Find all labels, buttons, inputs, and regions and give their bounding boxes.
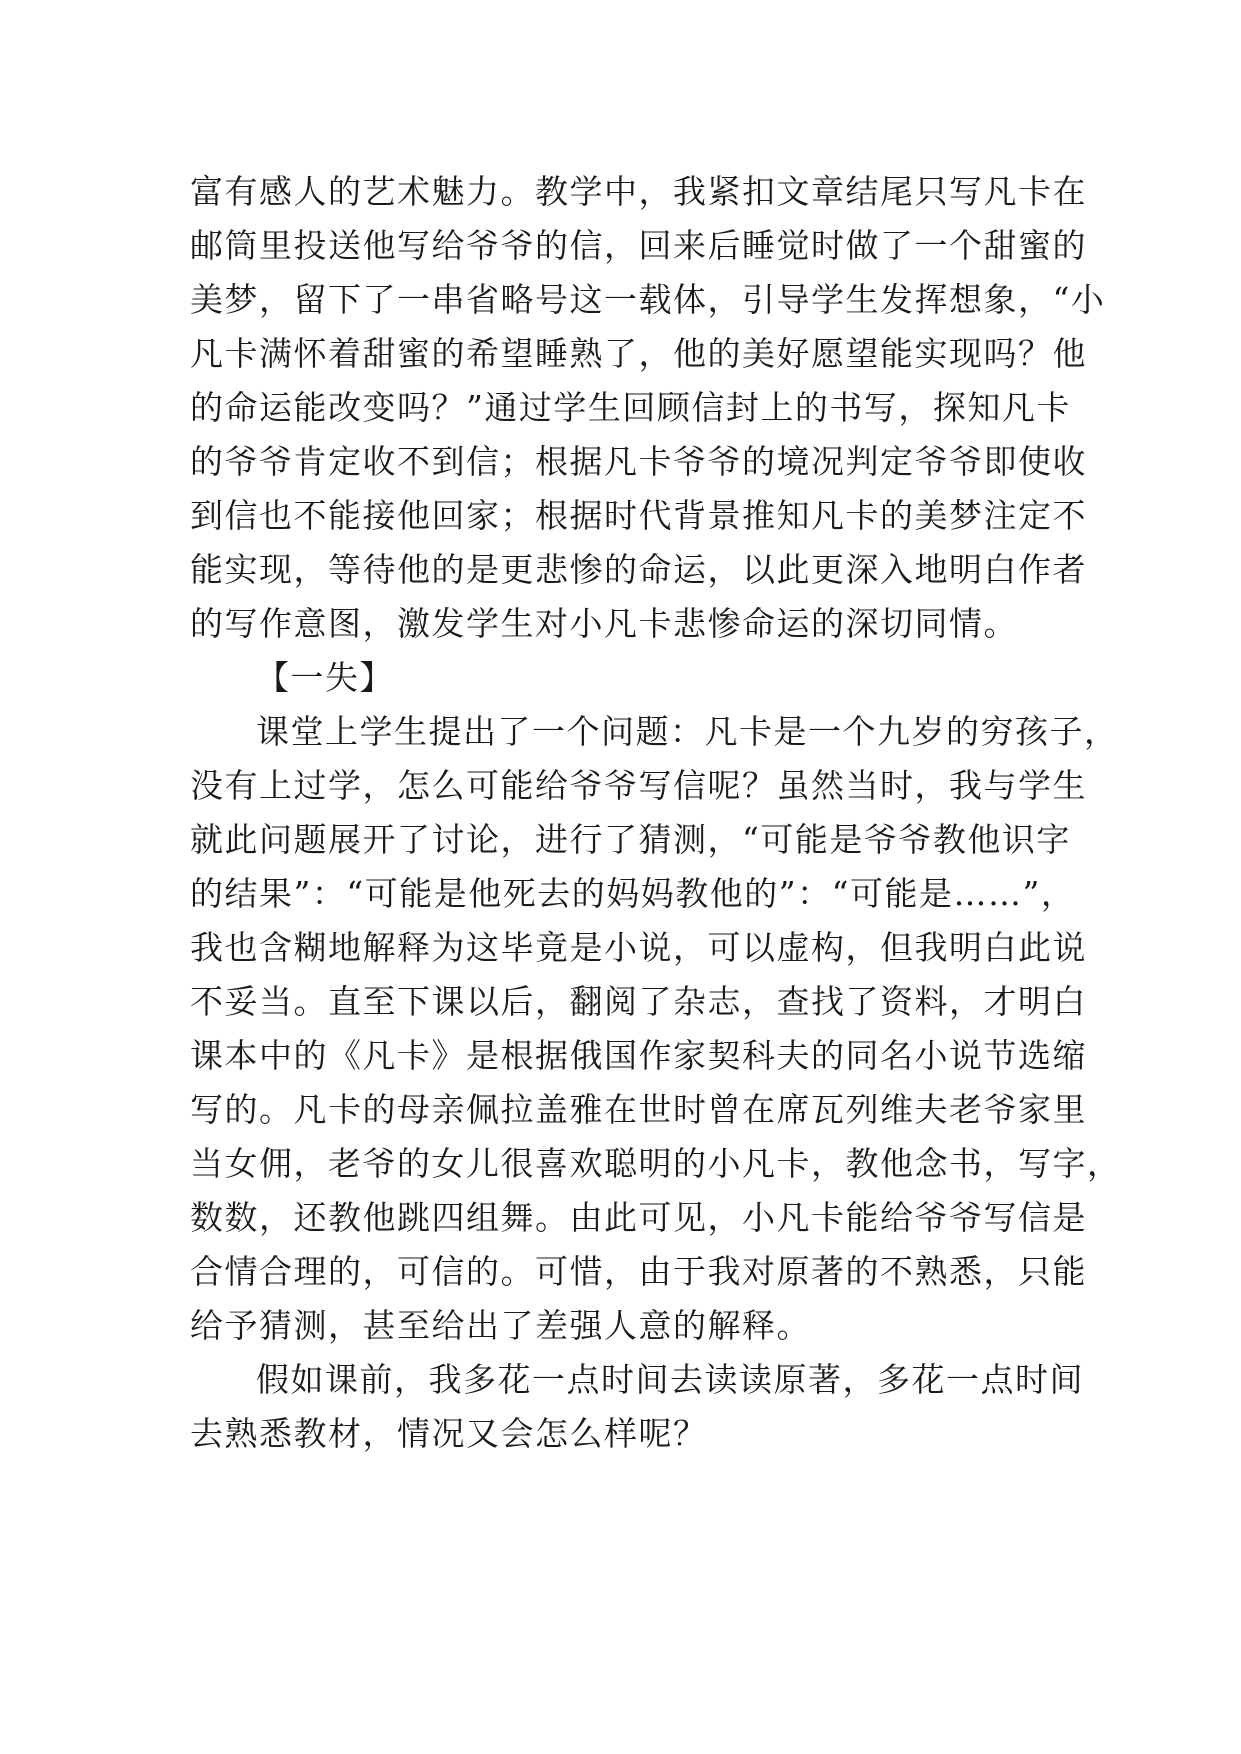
- text-line: 合情合理的，可信的。可惜，由于我对原著的不熟悉，只能: [190, 1252, 1087, 1291]
- text-line: 富有感人的艺术魅力。教学中，我紧扣文章结尾只写凡卡在: [190, 172, 1087, 211]
- text-line: 课堂上学生提出了一个问题：凡卡是一个九岁的穷孩子，: [256, 712, 1119, 751]
- text-line: 的结果”：“可能是他死去的妈妈教他的”：“可能是……”，: [190, 874, 1076, 913]
- text-line: 就此问题展开了讨论，进行了猜测，“可能是爷爷教他识字: [190, 820, 1071, 859]
- text-line: 写的。凡卡的母亲佩拉盖雅在世时曾在席瓦列维夫老爷家里: [190, 1090, 1087, 1129]
- text-line: 的写作意图，激发学生对小凡卡悲惨命运的深切同情。: [190, 604, 1018, 643]
- text-line: 没有上过学，怎么可能给爷爷写信呢？虽然当时，我与学生: [190, 766, 1087, 805]
- text-line: 不妥当。直至下课以后，翻阅了杂志，查找了资料，才明白: [190, 982, 1087, 1021]
- text-line: 去熟悉教材，情况又会怎么样呢？: [190, 1414, 708, 1453]
- text-line: 假如课前，我多花一点时间去读读原著，多花一点时间: [256, 1360, 1084, 1399]
- text-line: 凡卡满怀着甜蜜的希望睡熟了，他的美好愿望能实现吗？他: [190, 334, 1087, 373]
- text-line: 给予猜测，甚至给出了差强人意的解释。: [190, 1306, 811, 1345]
- text-line: 数数，还教他跳四组舞。由此可见，小凡卡能给爷爷写信是: [190, 1198, 1087, 1237]
- text-line: 能实现，等待他的是更悲惨的命运，以此更深入地明白作者: [190, 550, 1087, 589]
- text-line: 美梦，留下了一串省略号这一载体，引导学生发挥想象，“小: [190, 280, 1106, 319]
- text-line: 课本中的《凡卡》是根据俄国作家契科夫的同名小说节选缩: [190, 1036, 1087, 1075]
- section-heading: 【一失】: [256, 658, 394, 697]
- text-line: 的命运能改变吗？”通过学生回顾信封上的书写，探知凡卡: [190, 388, 1071, 427]
- text-line: 我也含糊地解释为这毕竟是小说，可以虚构，但我明白此说: [190, 928, 1087, 967]
- text-line: 的爷爷肯定收不到信；根据凡卡爷爷的境况判定爷爷即使收: [190, 442, 1087, 481]
- text-line: 邮筒里投送他写给爷爷的信，回来后睡觉时做了一个甜蜜的: [190, 226, 1087, 265]
- text-line: 当女佣，老爷的女儿很喜欢聪明的小凡卡，教他念书，写字，: [190, 1144, 1122, 1183]
- text-line: 到信也不能接他回家；根据时代背景推知凡卡的美梦注定不: [190, 496, 1087, 535]
